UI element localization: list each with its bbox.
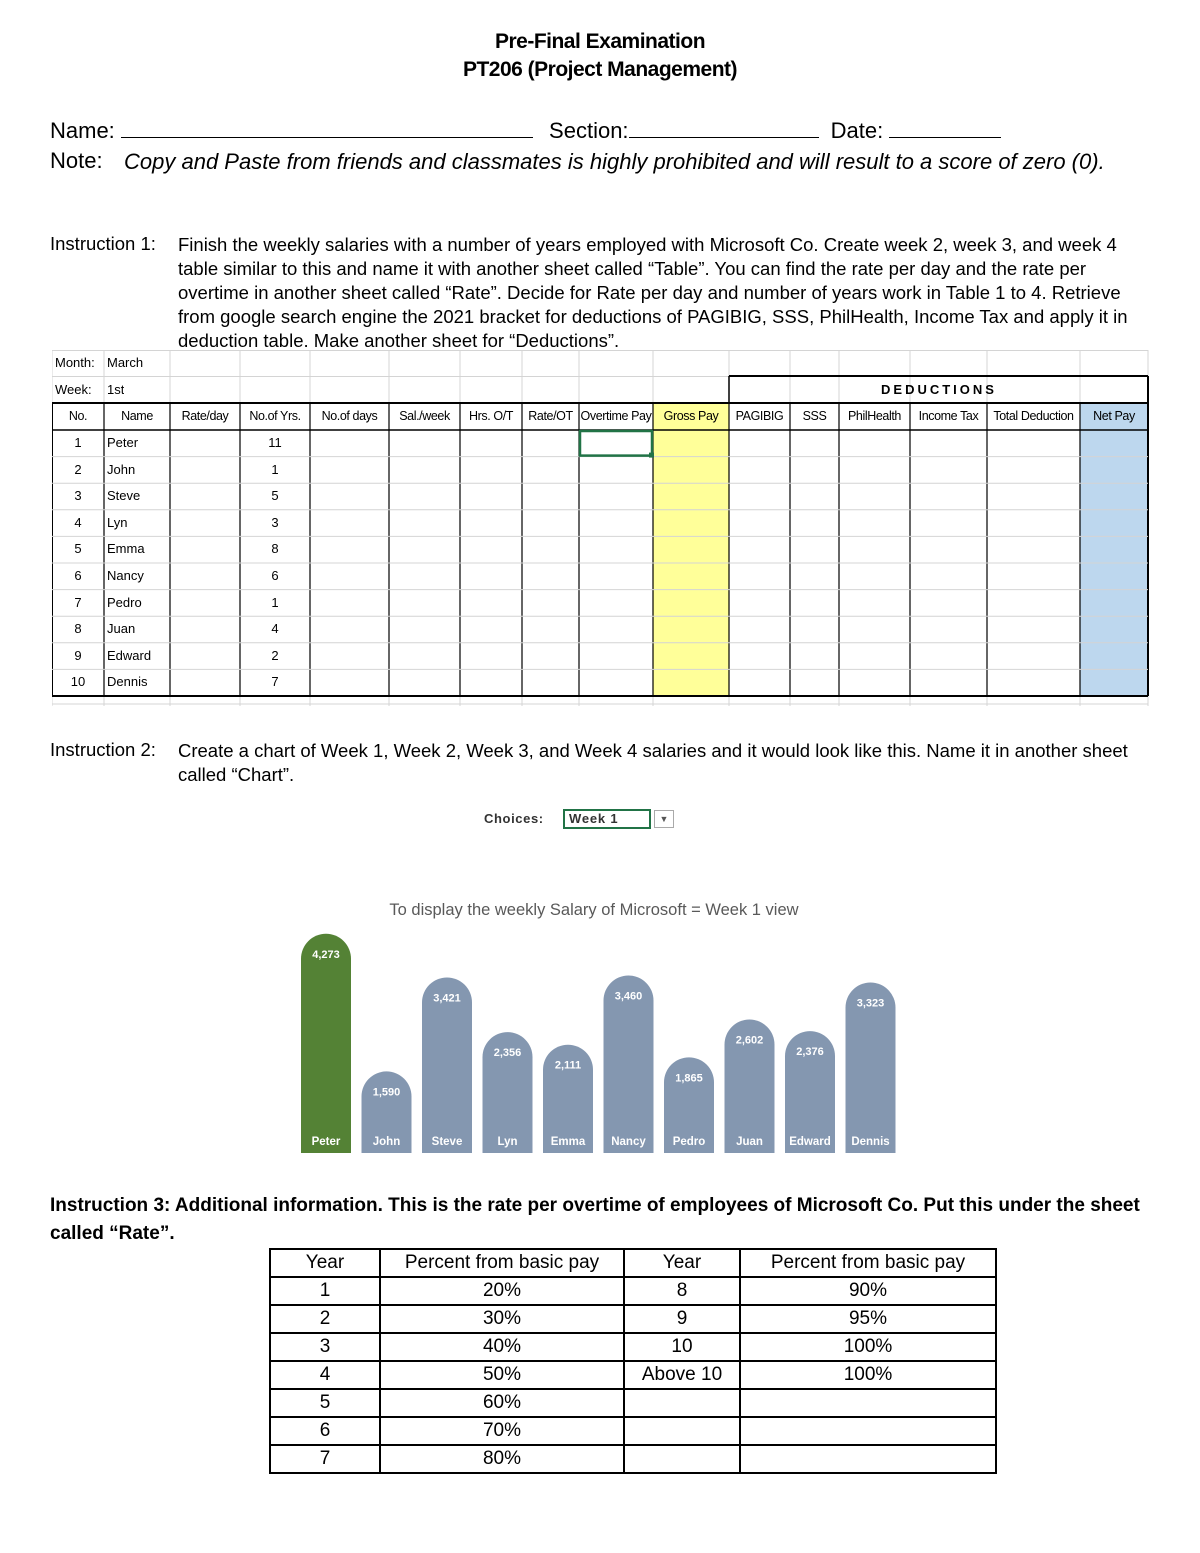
table-header-row [270, 1249, 996, 1277]
data-label-john: 1,590 [372, 1086, 401, 1099]
instruction-3-text: Additional information. This is the rate per overtime of employees of Microsoft Co. Put this under the sheet called “Rate”. [50, 1195, 1140, 1244]
instruction-1-text: Finish the weekly salaries with a number of years employed with Microsoft Co. Create week 2, week 3, and week 4 table similar to this and name it with another sheet called “Table”. You can find the rate per day and the rate per overtime in another sheet called “Rate”. Decide for Rate per day and number of years work in Table 1 to 4. Retrieve from google search engine the 2021 bracket for deductions of PAGIBIG, SSS, PhilHealth, Income Tax and apply it in deduction table. Make another sheet for “Deductions”. [178, 234, 1128, 351]
percent-cell: 50% [380, 1361, 624, 1389]
week-label: Week: [55, 382, 92, 397]
year-cell: 4 [270, 1361, 380, 1389]
month-label: Month: [55, 355, 95, 370]
name-label: Name: [50, 118, 115, 143]
column-header-gross-pay: Gross Pay [663, 409, 719, 423]
employee-name-cell[interactable]: Pedro [107, 594, 142, 610]
category-label-juan: Juan [736, 1136, 763, 1148]
employee-name-cell[interactable]: Lyn [107, 514, 128, 530]
data-label-emma: 2,111 [554, 1059, 582, 1072]
selected-cell[interactable] [580, 431, 652, 456]
row-number-cell[interactable]: 1 [74, 435, 82, 450]
note-label: Note: [50, 148, 103, 173]
chart-canvas [296, 895, 904, 1160]
data-label-edward: 2,376 [796, 1046, 824, 1059]
row-number-cell[interactable]: 9 [74, 647, 82, 663]
overtime-rate-table [269, 1248, 997, 1474]
column-header-no-of-days: No.of days [321, 409, 378, 423]
employee-name-cell[interactable]: John [107, 461, 136, 477]
percent-cell: 80% [380, 1445, 624, 1473]
bar-peter [301, 934, 351, 1153]
years-cell[interactable]: 1 [271, 461, 279, 477]
data-label-dennis: 3,323 [856, 997, 885, 1010]
years-cell[interactable]: 3 [271, 514, 279, 530]
employee-name-cell[interactable]: Peter [107, 435, 139, 450]
year-cell: 7 [270, 1445, 380, 1473]
week-value[interactable]: 1st [107, 382, 125, 397]
years-cell[interactable]: 7 [271, 674, 279, 690]
row-number-cell[interactable]: 2 [74, 461, 82, 477]
percent-cell: 70% [380, 1417, 624, 1445]
percent-cell: 40% [380, 1333, 624, 1361]
column-header-sal-week: Sal./week [399, 409, 450, 423]
year-cell: 6 [270, 1417, 380, 1445]
table-row [270, 1277, 996, 1305]
data-label-steve: 3,421 [433, 992, 461, 1005]
years-cell[interactable]: 2 [271, 647, 279, 663]
choices-label: Choices: [484, 811, 544, 826]
section-label: Section: [549, 118, 629, 143]
employee-name-cell[interactable]: Steve [107, 488, 141, 504]
column-header-rate-ot: Rate/OT [528, 409, 573, 423]
row-number-cell[interactable]: 5 [74, 541, 82, 557]
percent-cell [740, 1417, 996, 1445]
cell-fill [653, 403, 729, 696]
category-label-pedro: Pedro [672, 1136, 706, 1148]
row-number-cell[interactable]: 3 [74, 488, 82, 504]
column-header-philhealth: PhilHealth [848, 409, 901, 423]
section-field[interactable] [629, 119, 819, 138]
percent-cell: 20% [380, 1277, 624, 1305]
page-subtitle: PT206 (Project Management) [462, 58, 738, 81]
years-cell[interactable]: 5 [271, 488, 279, 504]
year-cell: 10 [624, 1333, 740, 1361]
table-row [270, 1305, 996, 1333]
category-label-john: John [372, 1136, 401, 1148]
percent-cell [740, 1445, 996, 1473]
instruction-3-label: Instruction 3: [50, 1195, 171, 1216]
row-number-cell[interactable]: 8 [74, 621, 82, 637]
header-percent: Percent from basic pay [380, 1249, 624, 1277]
month-value[interactable]: March [107, 355, 144, 370]
year-cell [624, 1417, 740, 1445]
row-number-cell[interactable]: 10 [70, 674, 86, 690]
percent-cell: 60% [380, 1389, 624, 1417]
category-label-lyn: Lyn [497, 1136, 518, 1148]
column-header-pagibig: PAGIBIG [735, 409, 784, 423]
years-cell[interactable]: 11 [268, 435, 282, 450]
row-number-cell[interactable]: 4 [74, 514, 82, 530]
percent-cell: 100% [740, 1361, 996, 1389]
employee-name-cell[interactable]: Juan [107, 621, 136, 637]
date-field[interactable] [889, 119, 1001, 138]
year-cell: 5 [270, 1389, 380, 1417]
name-field[interactable] [121, 119, 533, 138]
category-label-peter: Peter [311, 1136, 341, 1148]
instruction-2-label: Instruction 2: [50, 739, 156, 760]
category-label-emma: Emma [550, 1136, 586, 1148]
data-label-peter: 4,273 [312, 948, 340, 961]
student-info-line [50, 118, 1001, 144]
instruction-2-text: Create a chart of Week 1, Week 2, Week 3, and Week 4 salaries and it would look like this. Name it in another sheet called “Chart”. [178, 740, 1128, 785]
table-row [270, 1361, 996, 1389]
percent-cell: 95% [740, 1305, 996, 1333]
percent-cell: 100% [740, 1333, 996, 1361]
weekly-salary-sheet [52, 350, 1149, 710]
table-row [270, 1417, 996, 1445]
column-header-hrs-o-t: Hrs. O/T [468, 409, 514, 423]
category-label-steve: Steve [431, 1136, 463, 1148]
column-header-rate-day: Rate/day [181, 409, 229, 423]
chevron-down-icon[interactable]: ▼ [654, 810, 674, 828]
year-cell: 9 [624, 1305, 740, 1333]
header-percent-2: Percent from basic pay [740, 1249, 996, 1277]
year-cell: 2 [270, 1305, 380, 1333]
category-label-edward: Edward [789, 1136, 831, 1148]
table-row [270, 1445, 996, 1473]
category-label-nancy: Nancy [611, 1136, 646, 1148]
chart-title: To display the weekly Salary of Microsoft = Week 1 view [389, 901, 799, 919]
instruction-3 [50, 1192, 1150, 1248]
employee-name-cell[interactable]: Edward [107, 647, 152, 663]
salary-chart [296, 895, 904, 1160]
category-label-dennis: Dennis [851, 1136, 890, 1148]
year-cell [624, 1389, 740, 1417]
column-header-sss: SSS [802, 409, 827, 423]
percent-cell: 90% [740, 1277, 996, 1305]
choices-dropdown[interactable]: Week 1 [563, 809, 651, 829]
years-cell[interactable]: 4 [271, 621, 279, 637]
employee-name-cell[interactable]: Dennis [107, 674, 148, 690]
note-text: Copy and Paste from friends and classmates is highly prohibited and will result to a score of zero (0). [124, 149, 1105, 174]
data-label-lyn: 2,356 [493, 1047, 522, 1060]
years-cell[interactable]: 6 [271, 568, 279, 583]
year-cell [624, 1445, 740, 1473]
column-header-no: No. [68, 409, 88, 423]
year-cell: Above 10 [624, 1361, 740, 1389]
column-header-net-pay: Net Pay [1093, 409, 1135, 423]
fill-handle [649, 453, 654, 458]
column-header-total-deduction: Total Deduction [993, 409, 1074, 423]
data-label-juan: 2,602 [735, 1034, 764, 1047]
deductions-header: DEDUCTIONS [881, 382, 997, 397]
page-title: Pre-Final Examination [494, 30, 706, 53]
percent-cell [740, 1389, 996, 1417]
column-header-no-of-yrs: No.of Yrs. [249, 409, 301, 423]
row-number-cell[interactable]: 7 [74, 594, 82, 610]
year-cell: 8 [624, 1277, 740, 1305]
percent-cell: 30% [380, 1305, 624, 1333]
cell-fill [1080, 403, 1148, 696]
data-label-pedro: 1,865 [675, 1072, 703, 1085]
employee-name-cell[interactable]: Emma [107, 541, 145, 557]
years-cell[interactable]: 8 [271, 541, 279, 557]
table-row [270, 1333, 996, 1361]
row-number-cell[interactable]: 6 [74, 568, 82, 583]
table-row [270, 1389, 996, 1417]
years-cell[interactable]: 1 [271, 594, 279, 610]
header-year: Year [270, 1249, 380, 1277]
column-header-overtime-pay: Overtime Pay [580, 409, 652, 423]
column-header-name: Name [121, 409, 153, 423]
header-year-2: Year [624, 1249, 740, 1277]
data-label-nancy: 3,460 [614, 990, 643, 1003]
instruction-1-label: Instruction 1: [50, 233, 156, 254]
year-cell: 1 [270, 1277, 380, 1305]
date-label: Date: [830, 118, 884, 143]
employee-name-cell[interactable]: Nancy [107, 568, 144, 583]
year-cell: 3 [270, 1333, 380, 1361]
column-header-income-tax: Income Tax [918, 409, 979, 423]
